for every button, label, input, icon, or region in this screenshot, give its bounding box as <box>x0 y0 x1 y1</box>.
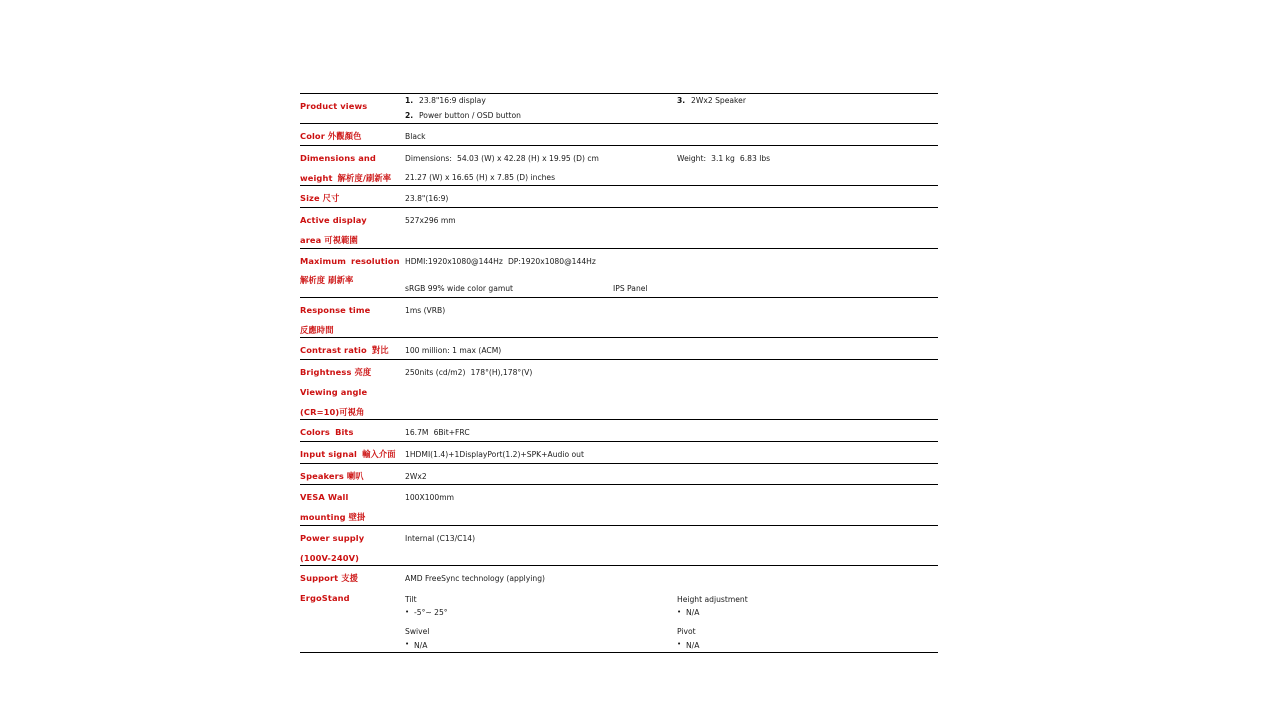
row-value-response-time <box>405 297 938 338</box>
list-text: Power button / OSD button <box>419 110 521 120</box>
label-line: Brightness 亮度 <box>300 366 372 377</box>
row-label-power-supply <box>300 525 405 566</box>
row-value-active-display-area <box>405 207 938 248</box>
list-item <box>677 94 938 109</box>
list-number: 2. <box>405 110 414 120</box>
table-row-size <box>300 186 938 208</box>
row-value-brightness-viewing-angle <box>405 359 938 419</box>
row-value-input-signal <box>405 441 938 463</box>
row-label-response-time <box>300 297 405 338</box>
stand-feature-value: • N/A <box>405 639 677 652</box>
row-label-speakers <box>300 463 405 485</box>
label-line: Colors <box>300 427 330 438</box>
label-line: 反應時間 <box>300 324 334 335</box>
row-label-product-views <box>300 94 405 124</box>
value-line: DP:1920x1080@144Hz <box>507 256 596 266</box>
value-line: 54.03 (W) x 42.28 (H) x 19.95 (D) cm <box>456 153 599 163</box>
label-line: Viewing angle <box>300 386 368 397</box>
label-line: Active display <box>300 214 367 225</box>
list-item <box>405 94 677 109</box>
value-line: AMD FreeSync technology (applying) <box>405 574 545 584</box>
value-line: 16.7M <box>405 428 429 438</box>
list-text: 23.8"16:9 display <box>419 96 486 105</box>
value-line: 178°(H),178°(V) <box>470 367 533 377</box>
value-line: 3.1 kg <box>711 153 735 163</box>
label-line: 對比 <box>371 345 389 356</box>
ergostand-columns <box>405 587 938 652</box>
label-line: mounting 壁掛 <box>300 511 366 522</box>
stand-feature-heading: Swivel <box>405 627 430 637</box>
value-line: 527x296 mm <box>405 215 456 225</box>
label-line: 解析度 刷新率 <box>300 275 354 286</box>
row-value-size <box>405 186 938 208</box>
table-row-color <box>300 124 938 146</box>
row-label-contrast-ratio <box>300 338 405 360</box>
row-value-power-supply <box>405 525 938 566</box>
label-line: resolution <box>351 255 400 266</box>
row-label-color <box>300 124 405 146</box>
ergostand-left-column <box>405 587 677 652</box>
row-label-support-ergostand <box>300 566 405 652</box>
label-line: (100V-240V) <box>300 552 360 563</box>
weight-list <box>677 146 938 184</box>
row-value-contrast-ratio <box>405 338 938 360</box>
table-row-colors-bits <box>300 420 938 442</box>
table-row-brightness-viewing-angle <box>300 359 938 419</box>
value-line: 1HDMI(1.4)+1DisplayPort(1.2)+SPK+Audio out <box>405 449 584 459</box>
table-row-vesa-wall-mounting <box>300 485 938 526</box>
label-line: Dimensions and <box>300 152 376 163</box>
value-line: 250nits (cd/m2) <box>405 367 466 377</box>
label-line: Input signal <box>300 448 357 459</box>
row-value-colors-bits <box>405 420 938 442</box>
stand-feature-value: • -5°~ 25° <box>405 606 677 619</box>
value-line: 1ms (VRB) <box>405 305 446 315</box>
table-row-response-time <box>300 297 938 338</box>
label-line: Speakers 喇叭 <box>300 470 364 481</box>
specification-table <box>300 93 938 653</box>
dimensions-columns <box>405 146 938 184</box>
color-gamut-row <box>405 282 938 297</box>
value-line: Dimensions: <box>405 153 452 163</box>
table-row-speakers <box>300 463 938 485</box>
product-views-columns <box>405 94 938 123</box>
row-label-dimensions-weight <box>300 145 405 186</box>
stand-feature-value: • N/A <box>677 606 938 619</box>
ergostand-right-column <box>677 587 938 652</box>
label-line: Size 尺寸 <box>300 193 340 204</box>
row-label-size <box>300 186 405 208</box>
table-row-product-views <box>300 94 938 124</box>
table-row-contrast-ratio <box>300 338 938 360</box>
label-line: area 可視範圍 <box>300 234 358 245</box>
product-views-right-list <box>677 94 938 123</box>
list-number: 3. <box>677 96 686 105</box>
table-row-support-ergostand <box>300 566 938 652</box>
row-value-product-views <box>405 94 938 124</box>
product-views-left-list <box>405 94 677 123</box>
label-line: Product views <box>300 101 368 111</box>
value-line: 2Wx2 <box>405 471 427 481</box>
list-text: 2Wx2 Speaker <box>691 96 746 105</box>
label-line: (CR=10)可視角 <box>300 406 365 417</box>
row-value-color <box>405 124 938 146</box>
row-label-colors-bits <box>300 420 405 442</box>
value-line: HDMI:1920x1080@144Hz <box>405 256 503 266</box>
label-line: Response time <box>300 304 371 315</box>
value-line: 100X100mm <box>405 493 454 503</box>
label-line: Color 外觀顏色 <box>300 131 362 142</box>
stand-feature-heading: Height adjustment <box>677 594 748 604</box>
row-label-active-display-area <box>300 207 405 248</box>
row-value-support-ergostand <box>405 566 938 652</box>
value-line: 6Bit+FRC <box>433 428 470 438</box>
label-line: Maximum <box>300 255 346 266</box>
label-line: ErgoStand <box>300 593 350 604</box>
value-line: Weight: <box>677 153 707 163</box>
row-label-brightness-viewing-angle <box>300 359 405 419</box>
row-label-vesa-wall-mounting <box>300 485 405 526</box>
list-item <box>405 109 677 124</box>
row-value-maximum-resolution <box>405 248 938 297</box>
row-label-input-signal <box>300 441 405 463</box>
value-line: 100 million: 1 max (ACM) <box>405 346 502 356</box>
row-label-maximum-resolution <box>300 248 405 297</box>
label-line: Support 支援 <box>300 573 359 584</box>
panel-type-text: IPS Panel <box>613 284 648 294</box>
value-line: 21.27 (W) x 16.65 (H) x 7.85 (D) inches <box>405 172 556 182</box>
value-line: Black <box>405 132 426 142</box>
table-row-dimensions-weight <box>300 145 938 186</box>
color-gamut-text: sRGB 99% wide color gamut <box>405 284 514 294</box>
list-number: 1. <box>405 96 414 105</box>
value-line: Internal (C13/C14) <box>405 533 476 543</box>
stand-feature-value: • N/A <box>677 639 938 652</box>
stand-feature-heading: Tilt <box>405 594 417 604</box>
table-row-active-display-area <box>300 207 938 248</box>
value-line: 23.8"(16:9) <box>405 194 449 204</box>
stand-feature-heading: Pivot <box>677 627 696 637</box>
specification-table-body <box>300 94 938 653</box>
label-line: VESA Wall <box>300 492 349 503</box>
row-value-speakers <box>405 463 938 485</box>
table-row-input-signal <box>300 441 938 463</box>
dimensions-list <box>405 146 677 184</box>
table-row-power-supply <box>300 525 938 566</box>
table-row-maximum-resolution <box>300 248 938 297</box>
label-line: Contrast ratio <box>300 345 367 356</box>
label-line: weight <box>300 172 333 183</box>
label-line: Power supply <box>300 532 365 543</box>
label-line: Bits <box>335 427 354 438</box>
label-line: 解析度/刷新率 <box>337 172 392 183</box>
specification-sheet <box>300 93 938 653</box>
value-line: 6.83 lbs <box>739 153 771 163</box>
row-value-dimensions-weight <box>405 145 938 186</box>
label-line: 輸入介面 <box>362 448 396 459</box>
row-spacer <box>405 269 938 282</box>
row-value-vesa-wall-mounting <box>405 485 938 526</box>
